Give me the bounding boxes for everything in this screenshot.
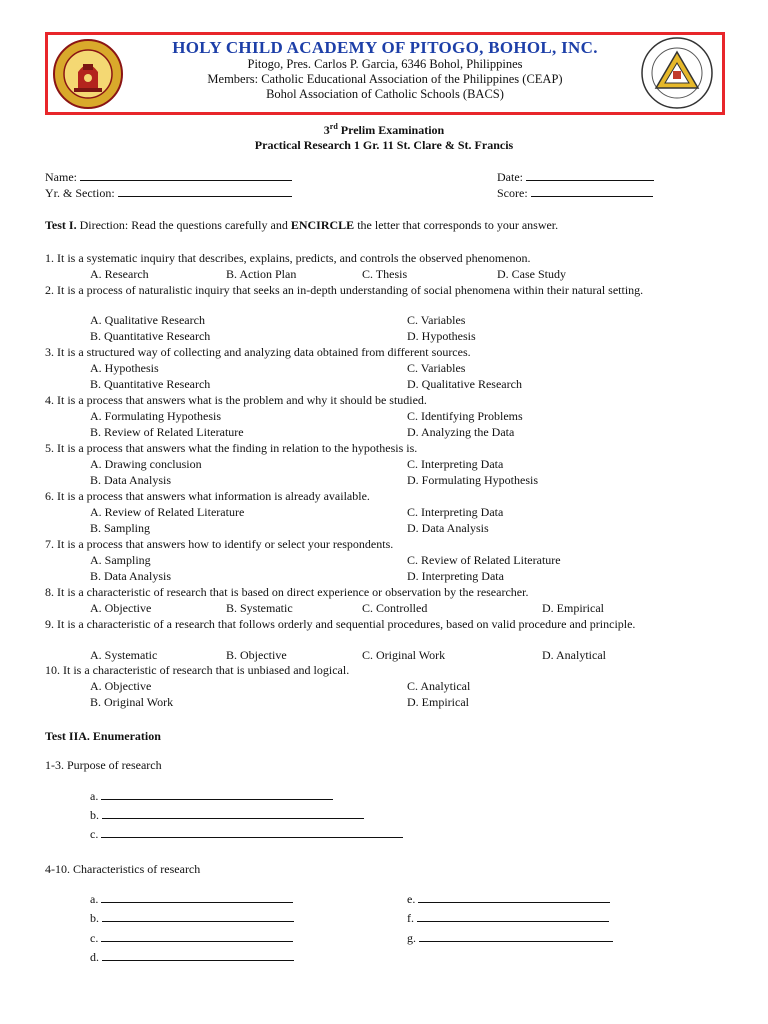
choice[interactable]: B. Review of Related Literature [90,425,244,439]
purpose-prompt: 1-3. Purpose of research [45,758,162,772]
bacs-seal-icon [640,36,714,110]
choice[interactable]: D. Formulating Hypothesis [407,473,538,487]
question-9: 9. It is a characteristic of a research that follows orderly and sequential procedures, based on valid procedure and principle. [45,617,636,631]
choice[interactable]: D. Qualitative Research [407,377,522,391]
choice[interactable]: B. Data Analysis [90,569,171,583]
choice[interactable]: C. Interpreting Data [407,505,504,519]
char-answer-e[interactable]: e. [407,892,610,907]
choice[interactable]: C. Controlled [362,601,428,615]
question-4: 4. It is a process that answers what is the problem and why it should be studied. [45,393,427,407]
choice[interactable]: A. Formulating Hypothesis [90,409,221,423]
choice[interactable]: A. Review of Related Literature [90,505,245,519]
choice[interactable]: D. Data Analysis [407,521,489,535]
choice[interactable]: A. Objective [90,679,152,693]
choice[interactable]: D. Analytical [542,648,606,662]
char-answer-d[interactable]: d. [90,950,294,965]
date-field[interactable]: Date: [497,170,654,185]
choice[interactable]: A. Drawing conclusion [90,457,202,471]
choice[interactable]: C. Thesis [362,267,408,281]
char-answer-g[interactable]: g. [407,931,613,946]
score-field[interactable]: Score: [497,186,653,201]
question-2: 2. It is a process of naturalistic inquiry that seeks an in-depth understanding of social phenomena within their natural setting. [45,283,644,297]
school-address: Pitogo, Pres. Carlos P. Garcia, 6346 Bohol, Philippines [247,57,523,71]
choice[interactable]: A. Hypothesis [90,361,159,375]
test2a-heading: Test IIA. Enumeration [45,729,161,743]
char-answer-b[interactable]: b. [90,911,294,926]
choice[interactable]: B. Data Analysis [90,473,171,487]
question-3: 3. It is a structured way of collecting and analyzing data obtained from different sources. [45,345,471,359]
purpose-answer-a[interactable]: a. [90,789,333,804]
membership-ceap: Members: Catholic Educational Association of the Philippines (CEAP) [207,72,563,86]
question-7: 7. It is a process that answers how to identify or select your respondents. [45,537,394,551]
choice[interactable]: C. Identifying Problems [407,409,523,423]
section-field[interactable]: Yr. & Section: [45,186,292,201]
choice[interactable]: A. Objective [90,601,152,615]
characteristics-prompt: 4-10. Characteristics of research [45,862,201,876]
choice[interactable]: A. Systematic [90,648,158,662]
question-1: 1. It is a systematic inquiry that describes, explains, predicts, and controls the observed phenomenon. [45,251,531,265]
name-field[interactable]: Name: [45,170,292,185]
choice[interactable]: A. Sampling [90,553,151,567]
choice[interactable]: D. Case Study [497,267,566,281]
choice[interactable]: B. Action Plan [226,267,297,281]
purpose-answer-c[interactable]: c. [90,827,403,842]
question-10: 10. It is a characteristic of research that is unbiased and logical. [45,663,350,677]
char-answer-a[interactable]: a. [90,892,293,907]
char-answer-f[interactable]: f. [407,911,609,926]
choice[interactable]: D. Analyzing the Data [407,425,515,439]
purpose-answer-b[interactable]: b. [90,808,364,823]
school-seal-icon [52,38,124,110]
membership-bacs: Bohol Association of Catholic Schools (BACS) [266,87,504,101]
choice[interactable]: B. Original Work [90,695,174,709]
choice[interactable]: B. Quantitative Research [90,377,211,391]
choice[interactable]: C. Variables [407,313,466,327]
school-name: HOLY CHILD ACADEMY OF PITOGO, BOHOL, INC. [172,38,598,57]
char-answer-c[interactable]: c. [90,931,293,946]
choice[interactable]: D. Hypothesis [407,329,476,343]
exam-title: 3rd Prelim Examination [323,122,445,137]
choice[interactable]: D. Empirical [407,695,469,709]
choice[interactable]: C. Variables [407,361,466,375]
question-8: 8. It is a characteristic of research that is based on direct experience or observation by the researcher. [45,585,529,599]
test1-direction: Test I. Direction: Read the questions carefully and ENCIRCLE the letter that corresponds to your answer. [45,218,559,232]
question-5: 5. It is a process that answers what the finding in relation to the hypothesis is. [45,441,418,455]
choice[interactable]: C. Analytical [407,679,471,693]
choice[interactable]: D. Empirical [542,601,604,615]
choice[interactable]: C. Original Work [362,648,446,662]
choice[interactable]: C. Interpreting Data [407,457,504,471]
choice[interactable]: B. Quantitative Research [90,329,211,343]
question-6: 6. It is a process that answers what information is already available. [45,489,370,503]
choice[interactable]: C. Review of Related Literature [407,553,561,567]
choice[interactable]: A. Research [90,267,149,281]
choice[interactable]: B. Systematic [226,601,293,615]
exam-subtitle: Practical Research 1 Gr. 11 St. Clare & St. Francis [254,138,514,152]
choice[interactable]: B. Objective [226,648,287,662]
choice[interactable]: D. Interpreting Data [407,569,504,583]
choice[interactable]: B. Sampling [90,521,151,535]
choice[interactable]: A. Qualitative Research [90,313,205,327]
